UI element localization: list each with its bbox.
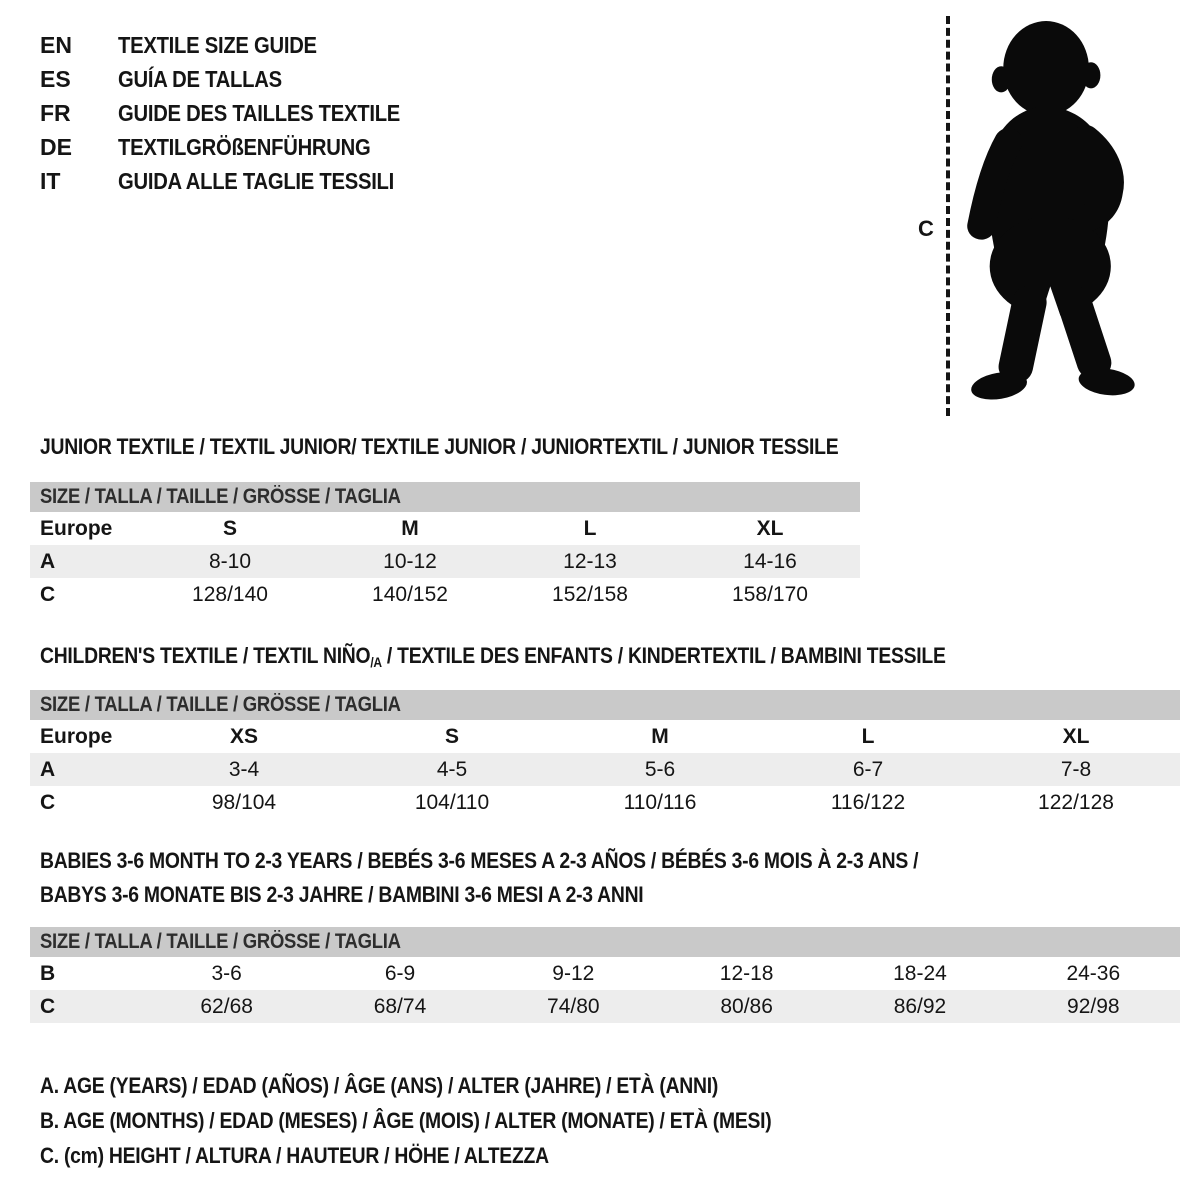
table-row-height	[30, 786, 1180, 819]
table-row-europe	[30, 720, 1180, 753]
measurement-legend	[40, 1068, 871, 1173]
size-header-bar	[30, 482, 860, 512]
value-cell: 14-16	[743, 549, 797, 573]
value-cell: 152/158	[552, 582, 628, 606]
babies-size-table	[30, 927, 1180, 1023]
value-cell: 6-9	[384, 961, 416, 985]
legend-line-age-years	[40, 1068, 871, 1103]
size-header-bar	[30, 690, 1180, 720]
size-header-label: SIZE / TALLA / TAILLE / GRÖSSE / TAGLIA	[40, 930, 401, 953]
size-cell: M	[401, 516, 419, 540]
size-cell: XL	[756, 516, 784, 540]
size-cell: M	[651, 724, 669, 748]
row-label: A	[40, 757, 56, 781]
children-section-title-text	[40, 641, 946, 678]
language-title: GUIDA ALLE TAGLIE TESSILI	[118, 167, 395, 194]
table-row-age	[30, 753, 1180, 786]
toddler-silhouette-icon	[950, 13, 1138, 415]
value-cell: 158/170	[732, 582, 808, 606]
language-title: GUIDE DES TAILLES TEXTILE	[118, 99, 401, 126]
language-title: GUÍA DE TALLAS	[118, 65, 282, 92]
babies-title-line1-text: BABIES 3-6 MONTH TO 2-3 YEARS / BEBÉS 3-6 MESES A 2-3 AÑOS / BÉBÉS 3-6 MOIS À 2-3 ANS /	[40, 848, 919, 873]
value-cell: 116/122	[830, 790, 906, 814]
row-label: B	[40, 961, 56, 985]
table-row-height	[30, 990, 1180, 1023]
value-cell: 24-36	[1066, 961, 1121, 985]
junior-section-title-text: JUNIOR TEXTILE / TEXTIL JUNIOR/ TEXTILE JUNIOR / JUNIORTEXTIL / JUNIOR TESSILE	[40, 434, 839, 459]
babies-title-line2-text: BABYS 3-6 MONATE BIS 2-3 JAHRE / BAMBINI 3-6 MESI A 2-3 ANNI	[40, 882, 644, 907]
value-cell: 98/104	[211, 790, 277, 814]
babies-section-title-line2	[40, 880, 726, 910]
value-cell: 3-4	[228, 757, 260, 781]
row-label: A	[40, 549, 56, 573]
legend-text: C. (cm) HEIGHT / ALTURA / HAUTEUR / HÖHE / ALTEZZA	[40, 1142, 549, 1168]
value-cell: 74/80	[547, 994, 600, 1018]
row-label: C	[40, 994, 56, 1018]
children-section-title	[40, 641, 1069, 671]
children-title-main: CHILDREN'S TEXTILE / TEXTIL NIÑO	[40, 643, 371, 668]
language-row-fr	[40, 96, 439, 130]
table-row-months	[30, 957, 1180, 990]
value-cell: 12-13	[563, 549, 617, 573]
language-row-it	[40, 164, 439, 198]
value-cell: 5-6	[644, 757, 676, 781]
language-list	[40, 28, 439, 198]
value-cell: 12-18	[719, 961, 774, 985]
value-cell: 122/128	[1038, 790, 1114, 814]
value-cell: 4-5	[436, 757, 468, 781]
children-title-sub: /A	[370, 654, 382, 670]
language-row-es	[40, 62, 439, 96]
value-cell: 9-12	[552, 961, 595, 985]
value-cell: 80/86	[720, 994, 773, 1018]
table-row-europe	[30, 512, 860, 545]
size-header-bar	[30, 927, 1180, 957]
language-code: ES	[40, 65, 71, 92]
legend-line-height	[40, 1138, 871, 1173]
value-cell: 10-12	[383, 549, 437, 573]
size-header-label: SIZE / TALLA / TAILLE / GRÖSSE / TAGLIA	[40, 485, 401, 508]
language-title: TEXTILGRÖßENFÜHRUNG	[118, 133, 371, 160]
table-row-age	[30, 545, 860, 578]
row-label: Europe	[40, 724, 113, 748]
height-measure-label: C	[918, 216, 934, 241]
value-cell: 140/152	[372, 582, 448, 606]
size-header-label: SIZE / TALLA / TAILLE / GRÖSSE / TAGLIA	[40, 693, 401, 716]
babies-section-title-line1	[40, 846, 1038, 876]
table-row-height	[30, 578, 860, 611]
language-title: TEXTILE SIZE GUIDE	[118, 31, 317, 58]
language-row-en	[40, 28, 439, 62]
row-label: C	[40, 790, 56, 814]
language-code: IT	[40, 167, 61, 194]
value-cell: 18-24	[893, 961, 947, 985]
language-code: EN	[40, 31, 72, 58]
value-cell: 110/116	[623, 790, 697, 814]
junior-size-table	[30, 482, 860, 611]
children-size-table	[30, 690, 1180, 819]
value-cell: 6-7	[852, 757, 884, 781]
legend-text: B. AGE (MONTHS) / EDAD (MESES) / ÂGE (MOIS) / ALTER (MONATE) / ETÀ (MESI)	[40, 1107, 772, 1133]
language-code: FR	[40, 99, 71, 126]
legend-line-age-months	[40, 1103, 871, 1138]
value-cell: 128/140	[192, 582, 268, 606]
size-cell: L	[861, 724, 875, 748]
value-cell: 7-8	[1060, 757, 1092, 781]
value-cell: 3-6	[211, 961, 242, 985]
value-cell: 62/68	[200, 994, 253, 1018]
row-label: Europe	[40, 516, 113, 540]
value-cell: 8-10	[208, 549, 252, 573]
value-cell: 68/74	[373, 994, 427, 1018]
size-cell: S	[222, 516, 237, 540]
junior-section-title	[40, 432, 947, 462]
value-cell: 92/98	[1067, 994, 1120, 1018]
row-label: C	[40, 582, 56, 606]
language-row-de	[40, 130, 439, 164]
size-cell: S	[444, 724, 459, 748]
language-code: DE	[40, 133, 72, 160]
size-cell: XL	[1062, 724, 1090, 748]
value-cell: 86/92	[893, 994, 947, 1018]
value-cell: 104/110	[414, 790, 490, 814]
size-cell: L	[583, 516, 597, 540]
children-title-rest: / TEXTILE DES ENFANTS / KINDERTEXTIL / BAMBINI TESSILE	[381, 643, 946, 668]
legend-text: A. AGE (YEARS) / EDAD (AÑOS) / ÂGE (ANS) / ALTER (JAHRE) / ETÀ (ANNI)	[40, 1072, 719, 1098]
size-cell: XS	[229, 724, 258, 748]
